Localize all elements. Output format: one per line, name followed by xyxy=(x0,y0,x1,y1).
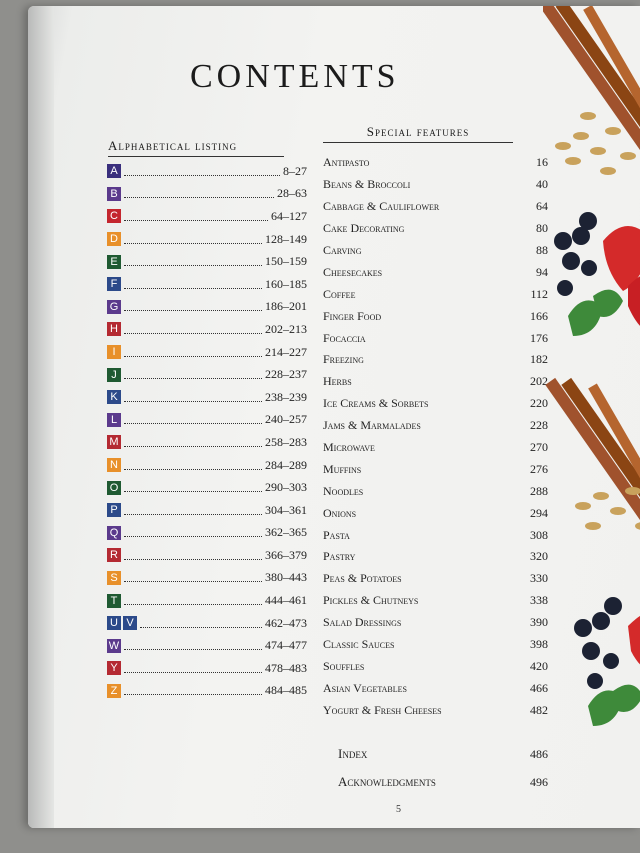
feature-name: Finger Food xyxy=(323,308,382,323)
dot-leader xyxy=(124,573,262,582)
letter-tiles xyxy=(107,548,121,562)
dot-leader xyxy=(124,551,262,560)
feature-name: Onions xyxy=(323,505,357,520)
alphabetical-heading: Alphabetical listing xyxy=(108,138,284,157)
alpha-list-item xyxy=(107,431,307,454)
page-range: 258–283 xyxy=(265,434,307,449)
letter-tiles xyxy=(107,571,121,585)
dot-leader xyxy=(140,619,262,628)
letter-tiles xyxy=(107,277,121,291)
feature-name: Microwave xyxy=(323,440,375,455)
feature-page: 182 xyxy=(530,352,548,367)
letter-tile: L xyxy=(107,413,121,427)
feature-name: Classic Sauces xyxy=(323,637,395,652)
page-range: 462–473 xyxy=(265,615,307,630)
back-matter-page: 486 xyxy=(530,746,548,761)
page-range: 202–213 xyxy=(265,321,307,336)
feature-page: 176 xyxy=(530,330,548,345)
alpha-list-item xyxy=(107,657,307,680)
page-range: 160–185 xyxy=(265,276,307,291)
letter-tile: C xyxy=(107,209,121,223)
alpha-list-item xyxy=(107,183,307,206)
letter-tiles xyxy=(107,232,121,246)
special-feature-item xyxy=(323,612,548,634)
dot-leader xyxy=(124,461,262,470)
letter-tiles xyxy=(107,300,121,314)
letter-tiles xyxy=(107,187,121,201)
special-feature-item xyxy=(323,327,548,349)
back-matter-item xyxy=(338,740,548,768)
feature-name: Cake Decorating xyxy=(323,221,405,236)
letter-tile: R xyxy=(107,548,121,562)
letter-tiles xyxy=(107,639,121,653)
letter-tile: K xyxy=(107,390,121,404)
page-range: 28–63 xyxy=(277,186,307,201)
letter-tiles xyxy=(107,661,121,675)
special-feature-item xyxy=(323,240,548,262)
alpha-list-item xyxy=(107,318,307,341)
page-range: 186–201 xyxy=(265,299,307,314)
dot-leader xyxy=(124,393,262,402)
alpha-list-item xyxy=(107,476,307,499)
letter-tile: Q xyxy=(107,526,121,540)
letter-tile: G xyxy=(107,300,121,314)
feature-name: Jams & Marmalades xyxy=(323,418,421,433)
special-feature-item xyxy=(323,152,548,174)
feature-name: Ice Creams & Sorbets xyxy=(323,396,429,411)
alpha-list-item xyxy=(107,273,307,296)
alpha-list-item xyxy=(107,589,307,612)
letter-tiles xyxy=(107,526,121,540)
dot-leader xyxy=(124,325,262,334)
alpha-list-item xyxy=(107,612,307,635)
feature-page: 64 xyxy=(536,199,548,214)
letter-tile: F xyxy=(107,277,121,291)
page-range: 484–485 xyxy=(265,683,307,698)
page-range: 240–257 xyxy=(265,412,307,427)
letter-tile: P xyxy=(107,503,121,517)
alpha-list-item xyxy=(107,363,307,386)
alpha-list-item xyxy=(107,454,307,477)
feature-page: 330 xyxy=(530,571,548,586)
back-matter-page: 496 xyxy=(530,774,548,789)
letter-tiles xyxy=(107,255,121,269)
page-range: 284–289 xyxy=(265,457,307,472)
feature-name: Herbs xyxy=(323,374,352,389)
feature-page: 338 xyxy=(530,593,548,608)
feature-page: 80 xyxy=(536,221,548,236)
back-matter-name: Acknowledgments xyxy=(338,774,436,789)
alpha-list-item xyxy=(107,409,307,432)
page-range: 478–483 xyxy=(265,660,307,675)
letter-tile: O xyxy=(107,481,121,495)
feature-name: Beans & Broccoli xyxy=(323,177,411,192)
letter-tile: S xyxy=(107,571,121,585)
page-title: CONTENTS xyxy=(190,58,400,95)
page-range: 238–239 xyxy=(265,389,307,404)
feature-page: 228 xyxy=(530,418,548,433)
feature-name: Yogurt & Fresh Cheeses xyxy=(323,702,442,717)
letter-tiles xyxy=(107,345,121,359)
feature-name: Freezing xyxy=(323,352,364,367)
feature-page: 466 xyxy=(530,680,548,695)
feature-page: 202 xyxy=(530,374,548,389)
page-gutter xyxy=(28,6,54,828)
special-feature-item xyxy=(323,174,548,196)
special-feature-item xyxy=(323,699,548,721)
letter-tile: H xyxy=(107,322,121,336)
dot-leader xyxy=(124,596,262,605)
page-range: 8–27 xyxy=(283,163,307,178)
alpha-list-item xyxy=(107,522,307,545)
feature-page: 294 xyxy=(530,505,548,520)
letter-tiles xyxy=(107,322,121,336)
special-feature-item xyxy=(323,349,548,371)
special-feature-item xyxy=(323,568,548,590)
dot-leader xyxy=(124,641,262,650)
special-feature-item xyxy=(323,196,548,218)
feature-name: Noodles xyxy=(323,483,364,498)
dot-leader xyxy=(124,212,268,221)
letter-tiles xyxy=(107,435,121,449)
alpha-list-item xyxy=(107,160,307,183)
feature-name: Cheesecakes xyxy=(323,264,383,279)
special-feature-item xyxy=(323,393,548,415)
page-range: 366–379 xyxy=(265,547,307,562)
letter-tiles xyxy=(107,368,121,382)
feature-page: 276 xyxy=(530,461,548,476)
dot-leader xyxy=(124,235,262,244)
letter-tile: J xyxy=(107,368,121,382)
dot-leader xyxy=(124,302,262,311)
letter-tiles xyxy=(107,458,121,472)
feature-page: 420 xyxy=(530,658,548,673)
feature-name: Salad Dressings xyxy=(323,615,402,630)
dot-leader xyxy=(124,506,262,515)
page-range: 474–477 xyxy=(265,638,307,653)
special-feature-item xyxy=(323,283,548,305)
feature-name: Pasta xyxy=(323,527,350,542)
special-feature-item xyxy=(323,415,548,437)
dot-leader xyxy=(124,189,274,198)
alpha-list-item xyxy=(107,205,307,228)
feature-name: Muffins xyxy=(323,461,362,476)
feature-page: 482 xyxy=(530,702,548,717)
alphabetical-list xyxy=(107,160,307,702)
dot-leader xyxy=(124,280,262,289)
special-feature-item xyxy=(323,655,548,677)
dot-leader xyxy=(124,664,262,673)
feature-page: 88 xyxy=(536,243,548,257)
feature-page: 16 xyxy=(536,155,548,170)
dot-leader xyxy=(124,257,262,266)
special-feature-item xyxy=(323,261,548,283)
special-features-heading: Special features xyxy=(323,124,513,143)
letter-tile: A xyxy=(107,164,121,178)
page-range: 362–365 xyxy=(265,525,307,540)
special-feature-item xyxy=(323,502,548,524)
feature-page: 166 xyxy=(530,308,548,323)
feature-name: Focaccia xyxy=(323,330,366,345)
feature-name: Coffee xyxy=(323,286,356,301)
alpha-list-item xyxy=(107,567,307,590)
dot-leader xyxy=(124,348,262,357)
dot-leader xyxy=(124,483,262,492)
special-feature-item xyxy=(323,218,548,240)
page-range: 228–237 xyxy=(265,367,307,382)
dot-leader xyxy=(124,167,280,176)
dot-leader xyxy=(124,370,262,379)
letter-tile: M xyxy=(107,435,121,449)
feature-name: Carving xyxy=(323,243,362,257)
letter-tiles xyxy=(107,390,121,404)
feature-page: 94 xyxy=(536,264,548,279)
letter-tile: T xyxy=(107,594,121,608)
letter-tiles xyxy=(107,616,137,630)
back-matter-list xyxy=(338,740,548,796)
feature-name: Asian Vegetables xyxy=(323,680,407,695)
feature-name: Pickles & Chutneys xyxy=(323,593,419,608)
letter-tiles xyxy=(107,503,121,517)
letter-tile: Z xyxy=(107,684,121,698)
special-feature-item xyxy=(323,458,548,480)
special-features-list xyxy=(323,152,548,721)
feature-page: 320 xyxy=(530,549,548,564)
letter-tiles xyxy=(107,594,121,608)
alpha-list-item xyxy=(107,544,307,567)
feature-name: Antipasto xyxy=(323,155,370,170)
feature-name: Cabbage & Cauliflower xyxy=(323,199,440,214)
special-feature-item xyxy=(323,305,548,327)
back-matter-name: Index xyxy=(338,746,368,761)
dot-leader xyxy=(124,438,262,447)
special-feature-item xyxy=(323,524,548,546)
alpha-list-item xyxy=(107,386,307,409)
letter-tile: E xyxy=(107,255,121,269)
letter-tile: B xyxy=(107,187,121,201)
feature-page: 390 xyxy=(530,615,548,630)
special-feature-item xyxy=(323,546,548,568)
feature-name: Souffles xyxy=(323,658,365,673)
page-range: 150–159 xyxy=(265,254,307,269)
feature-page: 112 xyxy=(530,286,548,301)
letter-tile: Y xyxy=(107,661,121,675)
book-page xyxy=(28,6,640,828)
page-number: 5 xyxy=(396,804,401,815)
feature-page: 40 xyxy=(536,177,548,192)
special-feature-item xyxy=(323,371,548,393)
feature-name: Peas & Potatoes xyxy=(323,571,402,586)
letter-tile: N xyxy=(107,458,121,472)
feature-page: 398 xyxy=(530,637,548,652)
feature-page: 288 xyxy=(530,483,548,498)
alpha-list-item xyxy=(107,499,307,522)
letter-tile: D xyxy=(107,232,121,246)
alpha-list-item xyxy=(107,680,307,703)
page-range: 64–127 xyxy=(271,208,307,223)
alpha-list-item xyxy=(107,228,307,251)
dot-leader xyxy=(124,686,262,695)
page-range: 128–149 xyxy=(265,231,307,246)
page-range: 304–361 xyxy=(265,502,307,517)
special-feature-item xyxy=(323,634,548,656)
feature-page: 270 xyxy=(530,440,548,455)
letter-tiles xyxy=(107,164,121,178)
feature-page: 308 xyxy=(530,527,548,542)
special-feature-item xyxy=(323,677,548,699)
letter-tiles xyxy=(107,209,121,223)
back-matter-item xyxy=(338,768,548,796)
page-range: 444–461 xyxy=(265,593,307,608)
page-range: 380–443 xyxy=(265,570,307,585)
food-photo-strip xyxy=(543,6,640,766)
special-feature-item xyxy=(323,480,548,502)
feature-name: Pastry xyxy=(323,549,356,564)
page-range: 290–303 xyxy=(265,480,307,495)
letter-tile: U xyxy=(107,616,121,630)
letter-tiles xyxy=(107,684,121,698)
alpha-list-item xyxy=(107,296,307,319)
dot-leader xyxy=(124,415,262,424)
letter-tile: W xyxy=(108,639,120,652)
alpha-list-item xyxy=(107,634,307,657)
alpha-list-item xyxy=(107,341,307,364)
special-feature-item xyxy=(323,590,548,612)
page-range: 214–227 xyxy=(265,344,307,359)
feature-page: 220 xyxy=(530,396,548,411)
letter-tile: I xyxy=(107,345,121,359)
letter-tiles xyxy=(107,413,121,427)
letter-tile: V xyxy=(123,616,137,630)
special-feature-item xyxy=(323,437,548,459)
letter-tiles xyxy=(107,481,121,495)
alpha-list-item xyxy=(107,250,307,273)
dot-leader xyxy=(124,528,262,537)
